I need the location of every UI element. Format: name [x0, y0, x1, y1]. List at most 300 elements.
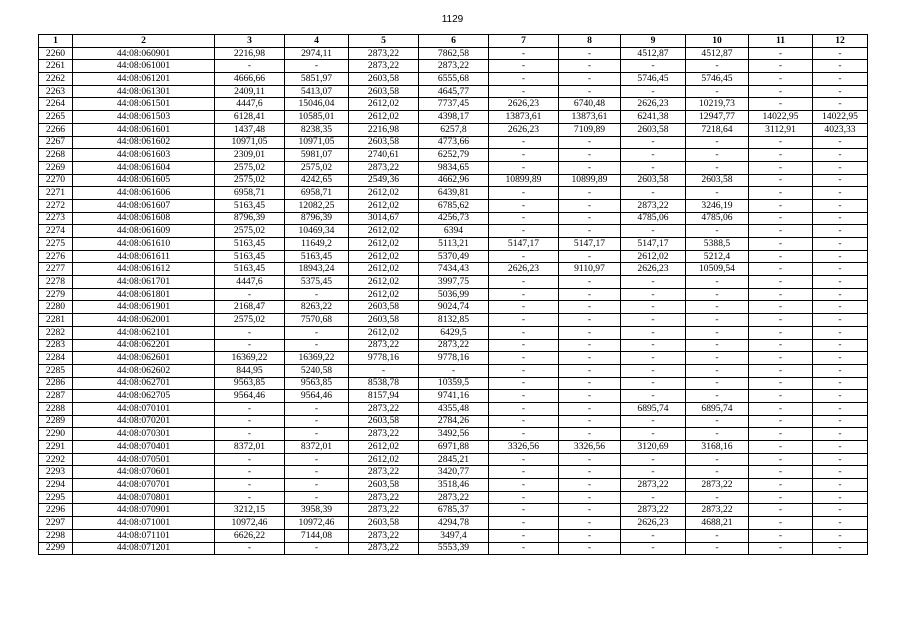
table-cell: -	[559, 364, 621, 377]
table-cell: 6895,74	[621, 402, 686, 415]
table-cell: -	[621, 466, 686, 479]
table-cell: -	[686, 415, 749, 428]
table-cell: -	[559, 491, 621, 504]
table-cell: -	[559, 542, 621, 555]
table-cell: -	[215, 402, 285, 415]
table-cell: 2299	[39, 542, 73, 555]
table-cell: 7862,58	[419, 47, 489, 60]
table-cell: -	[813, 504, 868, 517]
table-cell: 2603,58	[349, 301, 419, 314]
table-row	[39, 47, 868, 60]
table-cell: 44:08:061501	[73, 98, 215, 111]
table-cell: 44:08:070301	[73, 428, 215, 441]
table-cell: -	[813, 364, 868, 377]
column-header-3: 3	[215, 35, 285, 48]
table-cell: 2271	[39, 187, 73, 200]
table-cell: 2626,23	[489, 123, 559, 136]
table-cell: -	[621, 428, 686, 441]
table-cell: 10359,5	[419, 377, 489, 390]
table-row	[39, 199, 868, 212]
table-cell: 2603,58	[686, 174, 749, 187]
table-cell: -	[749, 60, 813, 73]
table-cell: 44:08:062201	[73, 339, 215, 352]
table-cell: 44:08:061609	[73, 225, 215, 238]
table-cell: -	[813, 529, 868, 542]
table-cell: 8238,35	[285, 123, 349, 136]
table-cell: 2612,02	[349, 288, 419, 301]
table-cell: -	[559, 250, 621, 263]
table-cell: 44:08:061701	[73, 276, 215, 289]
table-row	[39, 314, 868, 327]
table-cell: 10972,46	[285, 517, 349, 530]
table-cell: -	[813, 301, 868, 314]
table-cell: 18943,24	[285, 263, 349, 276]
table-cell: -	[621, 136, 686, 149]
table-cell: -	[621, 542, 686, 555]
table-cell: -	[559, 415, 621, 428]
table-cell: 44:08:062602	[73, 364, 215, 377]
table-cell: -	[749, 504, 813, 517]
table-cell: -	[285, 453, 349, 466]
table-row	[39, 98, 868, 111]
table-cell: -	[621, 415, 686, 428]
table-cell: 5375,45	[285, 276, 349, 289]
table-row	[39, 542, 868, 555]
table-cell: 4512,87	[686, 47, 749, 60]
column-header-12: 12	[813, 35, 868, 48]
table-cell: 6128,41	[215, 111, 285, 124]
table-cell: -	[215, 428, 285, 441]
table-row	[39, 250, 868, 263]
table-cell: -	[559, 47, 621, 60]
table-row	[39, 453, 868, 466]
table-cell: 44:08:070701	[73, 479, 215, 492]
table-cell: 13873,61	[559, 111, 621, 124]
table-cell: -	[686, 339, 749, 352]
table-cell: 8372,01	[285, 441, 349, 454]
table-cell: 2873,22	[349, 161, 419, 174]
table-row	[39, 212, 868, 225]
table-cell: -	[559, 136, 621, 149]
table-cell: -	[621, 314, 686, 327]
table-cell: -	[813, 377, 868, 390]
table-cell: -	[489, 47, 559, 60]
table-cell: 6895,74	[686, 402, 749, 415]
table-cell: -	[621, 288, 686, 301]
table-cell: -	[749, 441, 813, 454]
table-cell: 16369,22	[215, 352, 285, 365]
table-cell: -	[285, 60, 349, 73]
table-cell: 2284	[39, 352, 73, 365]
table-cell: 2286	[39, 377, 73, 390]
table-cell: -	[489, 504, 559, 517]
table-cell: -	[559, 326, 621, 339]
table-row	[39, 85, 868, 98]
table-cell: -	[813, 85, 868, 98]
table-cell: 2974,11	[285, 47, 349, 60]
table-cell: 2297	[39, 517, 73, 530]
table-cell: -	[813, 263, 868, 276]
table-cell: 6394	[419, 225, 489, 238]
table-cell: 2575,02	[285, 161, 349, 174]
table-cell: 2784,26	[419, 415, 489, 428]
table-cell: -	[285, 402, 349, 415]
table-row	[39, 402, 868, 415]
table-cell: 2612,02	[349, 238, 419, 251]
table-cell: 6429,5	[419, 326, 489, 339]
table-cell: -	[686, 453, 749, 466]
table-cell: 4645,77	[419, 85, 489, 98]
table-cell: 5163,45	[215, 199, 285, 212]
table-cell: 44:08:071101	[73, 529, 215, 542]
table-cell: -	[215, 326, 285, 339]
table-cell: 2626,23	[489, 98, 559, 111]
table-cell: -	[749, 288, 813, 301]
table-cell: -	[749, 238, 813, 251]
table-cell: 2873,22	[621, 504, 686, 517]
table-cell: -	[813, 276, 868, 289]
table-cell: 2626,23	[489, 263, 559, 276]
table-cell: 10509,54	[686, 263, 749, 276]
table-cell: 2276	[39, 250, 73, 263]
table-cell: -	[813, 339, 868, 352]
table-cell: -	[813, 47, 868, 60]
table-cell: -	[621, 161, 686, 174]
table-cell: -	[559, 453, 621, 466]
table-cell: 44:08:070201	[73, 415, 215, 428]
table-cell: 2575,02	[215, 161, 285, 174]
table-cell: 2288	[39, 402, 73, 415]
table-cell: 6740,48	[559, 98, 621, 111]
table-cell: -	[813, 466, 868, 479]
table-cell: 44:08:061605	[73, 174, 215, 187]
table-cell: 2296	[39, 504, 73, 517]
table-cell: -	[686, 161, 749, 174]
table-cell: 8263,22	[285, 301, 349, 314]
table-cell: -	[285, 479, 349, 492]
table-cell: -	[489, 390, 559, 403]
table-cell: 2612,02	[349, 111, 419, 124]
table-cell: 4398,17	[419, 111, 489, 124]
table-cell: -	[749, 149, 813, 162]
table-cell: -	[215, 466, 285, 479]
table-cell: 3492,56	[419, 428, 489, 441]
table-cell: -	[215, 491, 285, 504]
table-cell: -	[813, 428, 868, 441]
column-header-10: 10	[686, 35, 749, 48]
table-cell: 2873,22	[621, 479, 686, 492]
table-cell: -	[686, 314, 749, 327]
table-cell: 5163,45	[285, 250, 349, 263]
table-cell: 44:08:070901	[73, 504, 215, 517]
table-cell: 2612,02	[349, 199, 419, 212]
table-cell: -	[813, 491, 868, 504]
page-number: 1129	[441, 14, 464, 25]
table-cell: 2873,22	[419, 60, 489, 73]
table-cell: -	[285, 428, 349, 441]
table-cell: 2873,22	[349, 47, 419, 60]
table-cell: -	[686, 187, 749, 200]
table-cell: -	[285, 326, 349, 339]
table-cell: -	[749, 428, 813, 441]
table-cell: 3420,77	[419, 466, 489, 479]
table-cell: 2272	[39, 199, 73, 212]
table-cell: 6439,81	[419, 187, 489, 200]
table-cell: 9564,46	[215, 390, 285, 403]
table-cell: -	[749, 263, 813, 276]
table-cell: 844,95	[215, 364, 285, 377]
table-cell: 6971,88	[419, 441, 489, 454]
table-cell: 7109,89	[559, 123, 621, 136]
table-cell: -	[749, 47, 813, 60]
table-cell: 44:08:061301	[73, 85, 215, 98]
table-cell: 10585,01	[285, 111, 349, 124]
table-cell: 2289	[39, 415, 73, 428]
table-cell: 2603,58	[621, 174, 686, 187]
table-cell: -	[559, 428, 621, 441]
table-cell: -	[489, 402, 559, 415]
table-cell: -	[749, 136, 813, 149]
table-cell: -	[559, 377, 621, 390]
table-cell: 2740,61	[349, 149, 419, 162]
table-cell: -	[749, 187, 813, 200]
table-cell: -	[749, 250, 813, 263]
table-cell: -	[559, 199, 621, 212]
table-cell: -	[686, 225, 749, 238]
table-cell: 8538,78	[349, 377, 419, 390]
table-cell: 12947,77	[686, 111, 749, 124]
table-row	[39, 263, 868, 276]
table-cell: -	[686, 529, 749, 542]
table-row	[39, 136, 868, 149]
table-cell: 14022,95	[749, 111, 813, 124]
table-cell: -	[621, 301, 686, 314]
table-cell: -	[749, 415, 813, 428]
table-cell: 9741,16	[419, 390, 489, 403]
table-cell: 5851,97	[285, 73, 349, 86]
table-cell: 2845,21	[419, 453, 489, 466]
table-cell: 5553,39	[419, 542, 489, 555]
table-cell: 2294	[39, 479, 73, 492]
table-cell: 2873,22	[419, 339, 489, 352]
table-cell: -	[813, 479, 868, 492]
column-header-11: 11	[749, 35, 813, 48]
table-cell: 2216,98	[349, 123, 419, 136]
table-cell: 2873,22	[686, 504, 749, 517]
table-cell: 4023,33	[813, 123, 868, 136]
table-cell: 13873,61	[489, 111, 559, 124]
table-cell: 2603,58	[349, 479, 419, 492]
table-cell: 4355,48	[419, 402, 489, 415]
table-cell: -	[686, 352, 749, 365]
column-header-6: 6	[419, 35, 489, 48]
table-cell: 2612,02	[621, 250, 686, 263]
table-cell: 2280	[39, 301, 73, 314]
table-cell: 7218,64	[686, 123, 749, 136]
table-row	[39, 149, 868, 162]
table-cell: -	[349, 364, 419, 377]
table-cell: 5113,21	[419, 238, 489, 251]
table-cell: -	[489, 339, 559, 352]
table-cell: -	[489, 199, 559, 212]
table-row	[39, 364, 868, 377]
table-cell: 2873,22	[621, 199, 686, 212]
table-cell: -	[559, 390, 621, 403]
table-cell: -	[559, 73, 621, 86]
table-cell: 5240,58	[285, 364, 349, 377]
table-cell: 4256,73	[419, 212, 489, 225]
table-cell: -	[215, 288, 285, 301]
table-row	[39, 288, 868, 301]
table-cell: 2873,22	[686, 479, 749, 492]
table-cell: -	[621, 60, 686, 73]
table-cell: 2263	[39, 85, 73, 98]
table-row	[39, 60, 868, 73]
header-row	[39, 35, 868, 48]
table-cell: 44:08:070501	[73, 453, 215, 466]
table-row	[39, 491, 868, 504]
table-cell: -	[559, 60, 621, 73]
table-cell: -	[621, 491, 686, 504]
table-cell: 2409,11	[215, 85, 285, 98]
table-cell: -	[686, 377, 749, 390]
table-cell: -	[686, 301, 749, 314]
table-row	[39, 326, 868, 339]
table-cell: 8372,01	[215, 441, 285, 454]
table-cell: -	[686, 85, 749, 98]
table-cell: -	[749, 73, 813, 86]
table-cell: -	[285, 542, 349, 555]
table-cell: 44:08:062601	[73, 352, 215, 365]
table-cell: -	[813, 136, 868, 149]
table-cell: -	[559, 149, 621, 162]
table-cell: -	[749, 301, 813, 314]
table-cell: 2549,36	[349, 174, 419, 187]
table-row	[39, 301, 868, 314]
table-cell: -	[489, 288, 559, 301]
table-cell: -	[749, 174, 813, 187]
table-cell: -	[285, 466, 349, 479]
table-cell: -	[813, 542, 868, 555]
table-cell: -	[215, 479, 285, 492]
table-cell: -	[749, 314, 813, 327]
table-cell: 8796,39	[215, 212, 285, 225]
table-cell: -	[489, 453, 559, 466]
table-cell: -	[285, 491, 349, 504]
column-header-4: 4	[285, 35, 349, 48]
table-cell: 1437,48	[215, 123, 285, 136]
table-cell: -	[489, 352, 559, 365]
table-cell: 2612,02	[349, 441, 419, 454]
table-cell: -	[489, 364, 559, 377]
table-cell: 12082,25	[285, 199, 349, 212]
table-cell: 5413,07	[285, 85, 349, 98]
table-cell: 2277	[39, 263, 73, 276]
table-cell: 6241,38	[621, 111, 686, 124]
table-cell: 2283	[39, 339, 73, 352]
table-cell: 2626,23	[621, 98, 686, 111]
table-cell: 6252,79	[419, 149, 489, 162]
table-cell: 3168,16	[686, 441, 749, 454]
table-cell: -	[813, 326, 868, 339]
table-cell: 7434,43	[419, 263, 489, 276]
table-cell: -	[813, 352, 868, 365]
table-cell: -	[686, 542, 749, 555]
table-cell: 4294,78	[419, 517, 489, 530]
table-cell: -	[489, 276, 559, 289]
table-cell: 44:08:062001	[73, 314, 215, 327]
table-cell: 3958,39	[285, 504, 349, 517]
table-cell: 44:08:070401	[73, 441, 215, 454]
table-cell: -	[813, 60, 868, 73]
table-cell: 2626,23	[621, 517, 686, 530]
table-cell: 44:08:061607	[73, 199, 215, 212]
table-cell: -	[813, 174, 868, 187]
table-cell: -	[749, 339, 813, 352]
table-cell: -	[686, 491, 749, 504]
table-cell: -	[285, 339, 349, 352]
table-cell: 3246,19	[686, 199, 749, 212]
table-cell: -	[559, 529, 621, 542]
table-cell: 2287	[39, 390, 73, 403]
table-cell: -	[559, 314, 621, 327]
table-cell: 9778,16	[349, 352, 419, 365]
table-cell: 5163,45	[215, 238, 285, 251]
table-cell: -	[813, 225, 868, 238]
table-cell: 44:08:061901	[73, 301, 215, 314]
table-cell: -	[813, 199, 868, 212]
table-cell: 2603,58	[349, 136, 419, 149]
table-cell: -	[813, 517, 868, 530]
column-header-1: 1	[39, 35, 73, 48]
table-cell: 44:08:062701	[73, 377, 215, 390]
table-cell: 2612,02	[349, 326, 419, 339]
table-row	[39, 276, 868, 289]
table-cell: 10971,05	[285, 136, 349, 149]
table-cell: 6958,71	[285, 187, 349, 200]
table-cell: -	[749, 479, 813, 492]
table-cell: -	[489, 466, 559, 479]
table-cell: 3014,67	[349, 212, 419, 225]
table-cell: 9834,65	[419, 161, 489, 174]
table-cell: -	[215, 542, 285, 555]
table-row	[39, 225, 868, 238]
table-cell: 4785,06	[621, 212, 686, 225]
table-cell: 6257,8	[419, 123, 489, 136]
table-cell: 10899,89	[559, 174, 621, 187]
table-cell: 7737,45	[419, 98, 489, 111]
table-cell: 2290	[39, 428, 73, 441]
table-cell: -	[215, 453, 285, 466]
table-cell: 2279	[39, 288, 73, 301]
table-cell: 3997,75	[419, 276, 489, 289]
table-cell: -	[686, 428, 749, 441]
table-cell: -	[686, 276, 749, 289]
table-cell: 44:08:071201	[73, 542, 215, 555]
table-cell: 2603,58	[621, 123, 686, 136]
table-cell: 6626,22	[215, 529, 285, 542]
table-cell: 10971,05	[215, 136, 285, 149]
table-cell: -	[813, 149, 868, 162]
table-cell: 2281	[39, 314, 73, 327]
table-cell: 2268	[39, 149, 73, 162]
table-cell: 2216,98	[215, 47, 285, 60]
table-cell: -	[749, 199, 813, 212]
table-cell: -	[285, 288, 349, 301]
table-cell: 44:08:061201	[73, 73, 215, 86]
table-cell: -	[621, 377, 686, 390]
table-cell: 44:08:061604	[73, 161, 215, 174]
